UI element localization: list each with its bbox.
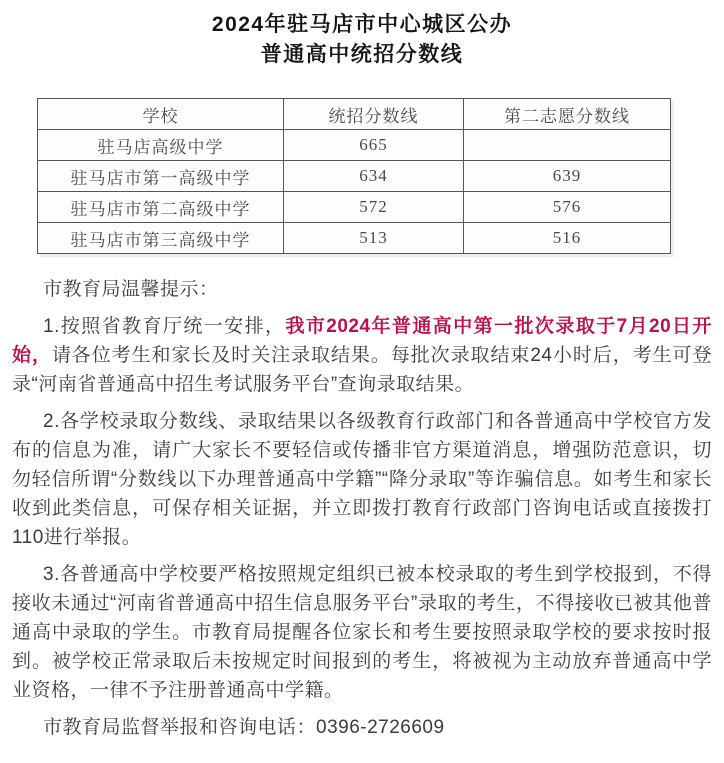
score-table-wrap <box>37 98 724 254</box>
notice-paragraph-2: 2.各学校录取分数线、录取结果以各级教育行政部门和各普通高中学校官方发布的信息为准，请广大家长不要轻信或传播非官方渠道消息，增强防范意识，切勿轻信所谓“分数线以下办理普通高中学籍”“降分录取”等诈骗信息。如考生和家长收到此类信息，可保存相关证据，并立即拨打教育行政部门咨询电话或直接拨打110进行举报。 <box>12 411 712 548</box>
cell-second-choice-score <box>464 130 671 161</box>
cell-school: 驻马店市第三高级中学 <box>38 223 284 254</box>
cell-unified-score: 572 <box>284 192 464 223</box>
cell-unified-score: 513 <box>284 223 464 254</box>
notice-paragraph-1 <box>12 312 712 399</box>
cell-second-choice-score: 516 <box>464 223 671 254</box>
table-row <box>38 161 671 192</box>
page-title-line2: 普通高中统招分数线 <box>260 43 464 66</box>
cell-school: 驻马店市第一高级中学 <box>38 161 284 192</box>
table-row <box>38 223 671 254</box>
cell-unified-score: 665 <box>284 130 464 161</box>
cell-school: 驻马店市第二高级中学 <box>38 192 284 223</box>
header-school: 学校 <box>38 99 284 130</box>
p1-segment-highlight-red: 我市2024年普通高中第一批次录取于7月20日开始， <box>12 316 712 366</box>
score-table <box>37 98 671 254</box>
table-header-row <box>38 99 671 130</box>
header-unified-score: 统招分数线 <box>284 99 464 130</box>
page-title-line1: 2024年驻马店市中心城区公办 <box>211 13 513 36</box>
header-second-choice-score: 第二志愿分数线 <box>464 99 671 130</box>
cell-second-choice-score: 576 <box>464 192 671 223</box>
cell-unified-score: 634 <box>284 161 464 192</box>
cell-school: 驻马店高级中学 <box>38 130 284 161</box>
hotline-text: 市教育局监督举报和咨询电话：0396-2726609 <box>43 717 445 738</box>
table-row <box>38 130 671 161</box>
page-title <box>0 0 724 70</box>
p1-segment-normal: 1.按照省教育厅统一安排， <box>43 316 286 337</box>
notice-body <box>12 275 712 742</box>
cell-second-choice-score: 639 <box>464 161 671 192</box>
notice-intro: 市教育局温馨提示： <box>43 279 219 300</box>
p1-segment-normal: 请各位考生和家长及时关注录取结果。每批次录取结束24小时后，考生可登录“河南省普通高中招生考试服务平台”查询录取结果。 <box>12 345 712 395</box>
table-row <box>38 192 671 223</box>
notice-paragraph-3: 3.各普通高中学校要严格按照规定组织已被本校录取的考生到学校报到，不得接收未通过“河南省普通高中招生信息服务平台”录取的考生，不得接收已被其他普通高中录取的学生。市教育局提醒各位家长和考生要按照录取学校的要求按时报到。被学校正常录取后未按规定时间报到的考生，将被视为主动放弃普通高中学业资格，一律不予注册普通高中学籍。 <box>12 564 712 701</box>
